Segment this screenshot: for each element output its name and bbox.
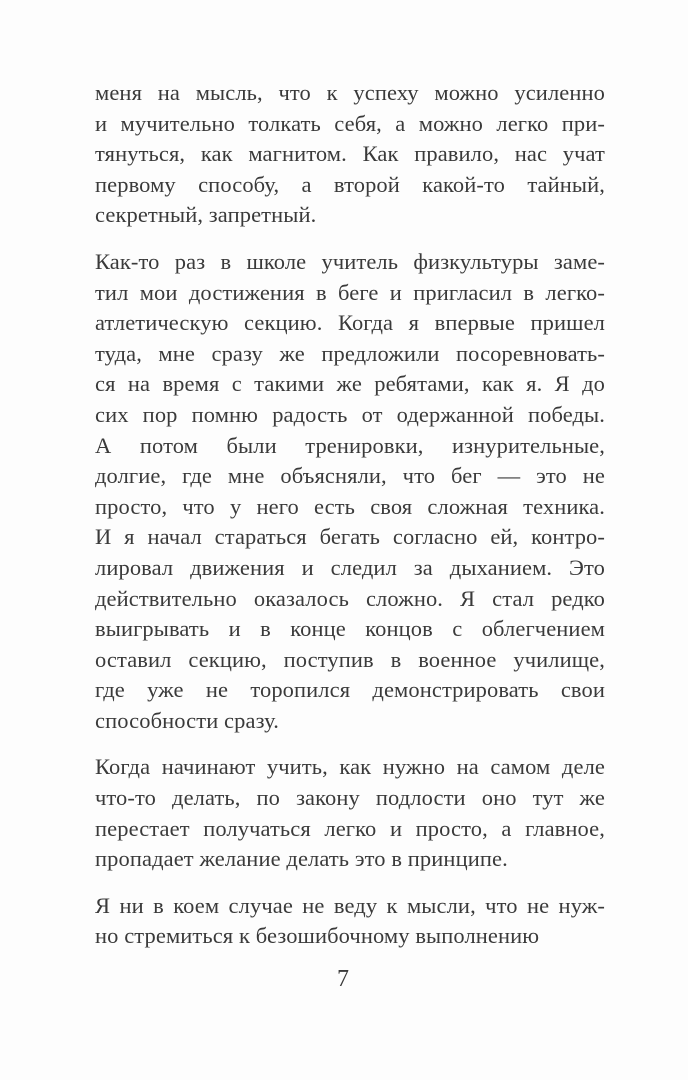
text-line: что-то делать, по закону подлости оно тут же xyxy=(95,785,605,811)
text-line: просто, что у него есть своя сложная техника. xyxy=(95,493,605,519)
text-line: атлетическую секцию. Когда я впервые пришел xyxy=(95,310,605,336)
text-line: перестает получаться легко и просто, а главное, xyxy=(95,815,605,841)
text-line: И я начал стараться бегать согласно ей, контро- xyxy=(95,524,605,550)
text-line: сих пор помню радость от одержанной победы. xyxy=(95,401,605,427)
text-line: и мучительно толкать себя, а можно легко при- xyxy=(95,110,605,136)
text-line: тил мои достижения в беге и пригласил в легко- xyxy=(95,279,605,305)
page-number: 7 xyxy=(337,966,349,992)
text-line: меня на мысль, что к успеху можно усиленно xyxy=(95,80,605,105)
text-line: действительно оказалось сложно. Я стал редко xyxy=(95,585,605,611)
text-line: оставил секцию, поступив в военное училище, xyxy=(95,646,605,672)
paragraph xyxy=(95,247,605,737)
text-line: секретный, запретный. xyxy=(95,202,317,228)
text-line: первому способу, а второй какой-то тайный, xyxy=(95,171,605,197)
text-line: лировал движения и следил за дыханием. Это xyxy=(95,554,605,580)
body-text-block xyxy=(95,78,605,952)
text-line: выигрывать и в конце концов с облегчением xyxy=(95,616,605,642)
text-line: ся на время с такими же ребятами, как я. Я до xyxy=(95,371,605,397)
text-line: но стремиться к безошибочному выполнению xyxy=(95,923,540,949)
text-line: А потом были тренировки, изнурительные, xyxy=(95,432,605,458)
text-line: Как-то раз в школе учитель физкультуры заме- xyxy=(95,248,605,274)
text-line: пропадает желание делать это в принципе. xyxy=(95,846,508,872)
text-line: туда, мне сразу же предложили посоревновать- xyxy=(95,340,605,366)
text-line: Когда начинают учить, как нужно на самом деле xyxy=(95,754,605,780)
paragraph xyxy=(95,891,605,952)
text-line: Я ни в коем случае не веду к мысли, что не нуж- xyxy=(95,892,605,918)
text-line: способности сразу. xyxy=(95,707,279,733)
text-line: где уже не торопился демонстрировать свои xyxy=(95,677,605,703)
text-line: долгие, где мне объясняли, что бег — это не xyxy=(95,463,605,489)
text-line: тянуться, как магнитом. Как правило, нас учат xyxy=(95,141,605,167)
paragraph xyxy=(95,78,605,231)
paragraph xyxy=(95,752,605,874)
